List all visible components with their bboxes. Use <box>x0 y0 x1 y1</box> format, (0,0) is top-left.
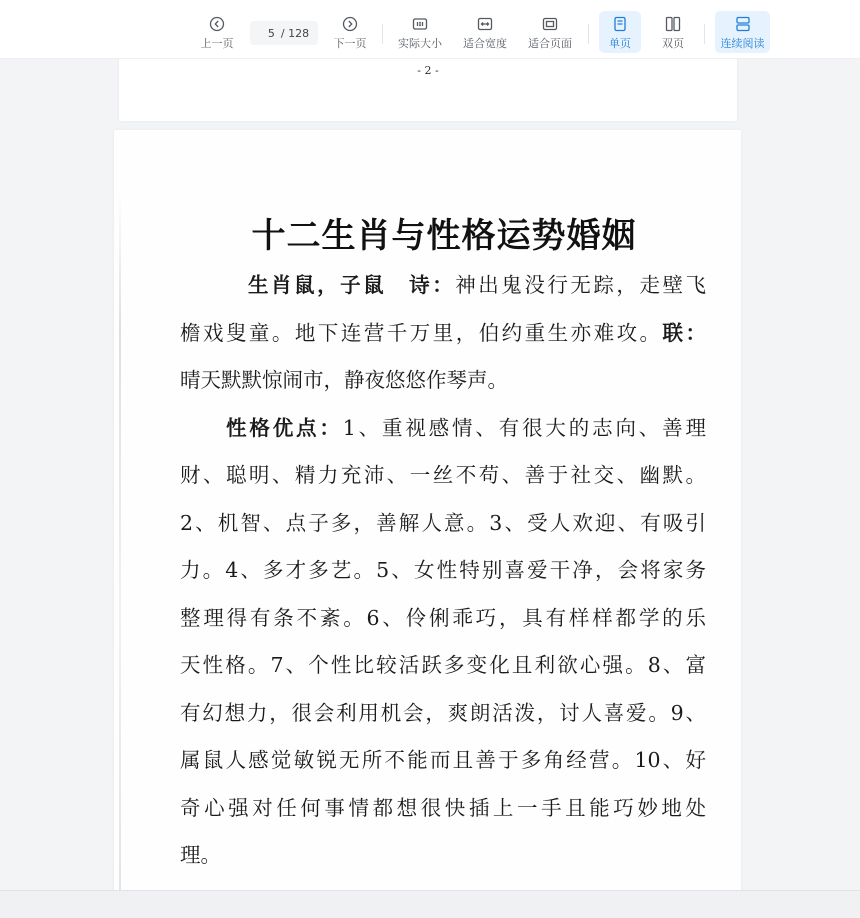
page-title: 十二生肖与性格运势婚姻 <box>251 216 637 256</box>
bold-heading: 生肖鼠，子鼠 诗： <box>248 273 456 297</box>
text-line <box>180 310 706 358</box>
fit-page-label: 适合页面 <box>528 37 572 50</box>
next-page-button[interactable] <box>330 11 370 53</box>
fit-width-button[interactable] <box>461 11 509 53</box>
prev-page-button[interactable] <box>196 11 238 53</box>
next-page-label: 下一页 <box>333 37 367 50</box>
chevron-left-circle-icon <box>209 15 225 33</box>
text-line: 天性格。7、个性比较活跃多变化且利欲心强。8、富 <box>180 653 706 677</box>
reader-toolbar <box>0 0 860 59</box>
chevron-right-circle-icon <box>342 15 358 33</box>
text-line <box>180 262 706 310</box>
text-line: 财、聪明、精力充沛、一丝不苟、善于社交、幽默。 <box>180 463 706 487</box>
fit-width-label: 适合宽度 <box>463 37 507 50</box>
one-to-one-icon <box>412 15 428 33</box>
text-line: 有幻想力，很会利用机会，爽朗活泼，讨人喜爱。9、 <box>180 700 706 725</box>
status-bar <box>0 890 860 918</box>
double-page-label: 双页 <box>662 37 684 50</box>
single-page-button[interactable] <box>599 11 641 53</box>
line-text: 檐戏叟童。地下连营千万里，伯约重生亦难攻。 <box>180 320 663 345</box>
actual-size-button[interactable] <box>396 11 444 53</box>
scan-shadow <box>119 190 121 890</box>
page-total: / 128 <box>280 26 310 40</box>
text-line: 属鼠人感觉敏锐无所不能而且善于多角经营。10、好 <box>180 748 706 772</box>
line-text: 1、重视感情、有很大的志向、善理 <box>342 415 707 440</box>
prev-page-label: 上一页 <box>200 37 234 50</box>
double-page-icon <box>665 15 681 33</box>
continuous-reading-button[interactable] <box>715 11 770 53</box>
toolbar-divider <box>704 24 705 44</box>
fit-page-button[interactable] <box>526 11 574 53</box>
text-line: 整理得有条不紊。6、伶俐乖巧，具有样样都学的乐 <box>180 605 706 630</box>
page-indicator <box>250 21 318 45</box>
text-line: 晴天默默惊闹市，静夜悠悠作琴声。 <box>180 368 508 392</box>
text-line: 理。 <box>180 843 221 867</box>
continuous-scroll-icon <box>735 15 751 33</box>
text-line: 力。4、多才多艺。5、女性特别喜爱干净，会将家务 <box>180 558 706 582</box>
page-body-text <box>180 262 706 880</box>
text-line <box>180 405 706 453</box>
bold-heading: 性格优点： <box>226 415 343 440</box>
line-text: 神出鬼没行无踪，走壁飞 <box>455 273 707 297</box>
text-line: 2、机智、点子多，善解人意。3、受人欢迎、有吸引 <box>180 510 706 535</box>
fit-width-icon <box>477 15 493 33</box>
current-page-sheet <box>114 130 741 900</box>
page-number-input[interactable] <box>259 27 275 40</box>
page-footer-number: - 2 - <box>417 64 439 77</box>
toolbar-divider <box>588 24 589 44</box>
fit-page-icon <box>542 15 558 33</box>
text-line: 奇心强对任何事情都想很快插上一手且能巧妙地处 <box>180 795 706 820</box>
bold-heading: 联： <box>662 320 707 345</box>
double-page-button[interactable] <box>652 11 694 53</box>
toolbar-divider <box>382 24 383 44</box>
single-page-icon <box>613 15 627 33</box>
single-page-label: 单页 <box>609 37 631 50</box>
continuous-reading-label: 连续阅读 <box>720 37 765 50</box>
actual-size-label: 实际大小 <box>398 37 442 50</box>
